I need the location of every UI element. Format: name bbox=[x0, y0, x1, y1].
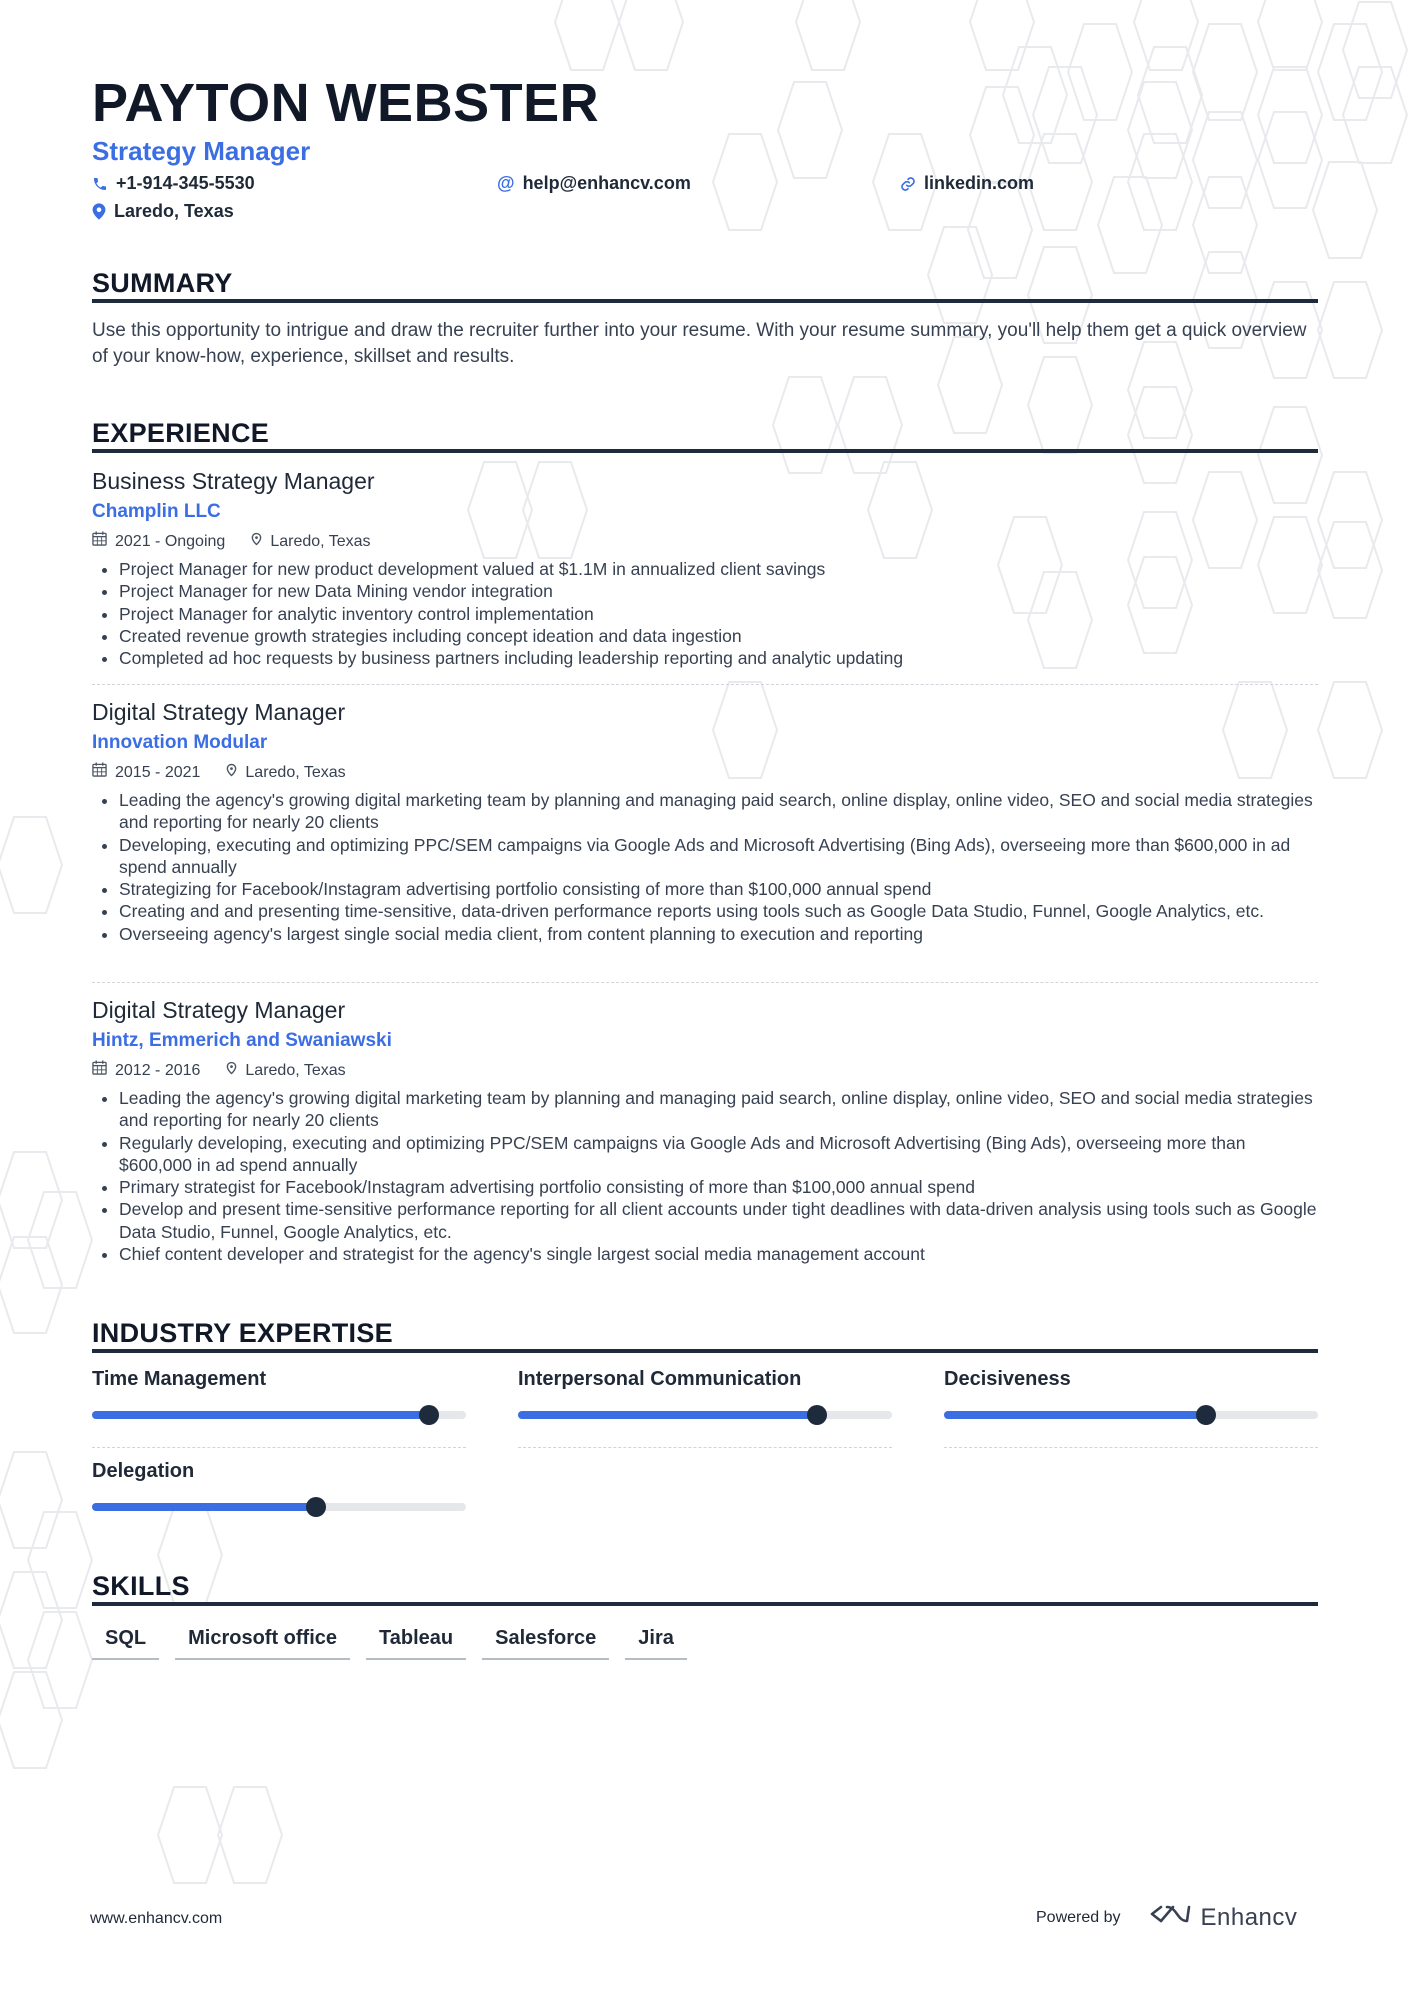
location-pin-icon bbox=[226, 1061, 237, 1081]
hexagon-shape bbox=[0, 817, 62, 913]
skill-tag: SQL bbox=[92, 1627, 159, 1660]
job-entry bbox=[92, 466, 1318, 669]
skills-list bbox=[92, 1627, 687, 1660]
hexagon-shape bbox=[1028, 357, 1092, 453]
list-item: • Overseeing agency's largest single social media client, from content planning to execution and reporting bbox=[119, 923, 1318, 945]
job-dates: 2015 - 2021 bbox=[115, 763, 201, 781]
expertise-item bbox=[92, 1460, 466, 1511]
level-knob bbox=[1196, 1405, 1216, 1425]
candidate-title: Strategy Manager bbox=[92, 136, 311, 166]
job-company[interactable]: Hintz, Emmerich and Swaniawski bbox=[92, 1030, 392, 1051]
level-fill bbox=[92, 1411, 429, 1419]
calendar-icon bbox=[92, 762, 107, 783]
list-item: • Creating and and presenting time-sensitive, data-driven performance reports using tools such as Google Data Studio, Funnel, Google Analytics, etc. bbox=[119, 900, 1318, 922]
at-icon: @ bbox=[497, 173, 515, 193]
expertise-label: Decisiveness bbox=[944, 1368, 1071, 1390]
experience-heading: EXPERIENCE bbox=[92, 418, 270, 448]
hexagon-shape bbox=[796, 0, 860, 70]
email-text: help@enhancv.com bbox=[522, 173, 691, 193]
job-entry bbox=[92, 697, 1318, 945]
level-fill bbox=[92, 1503, 316, 1511]
expertise-rule bbox=[92, 1349, 1318, 1353]
candidate-name: PAYTON WEBSTER bbox=[92, 73, 600, 133]
job-role: Business Strategy Manager bbox=[92, 468, 375, 494]
contact-location bbox=[92, 201, 234, 222]
skill-tag: Tableau bbox=[366, 1627, 466, 1660]
job-role: Digital Strategy Manager bbox=[92, 699, 346, 725]
experience-rule bbox=[92, 449, 1318, 453]
summary-heading: SUMMARY bbox=[92, 268, 233, 298]
calendar-icon bbox=[92, 1060, 107, 1081]
phone-icon bbox=[92, 176, 108, 192]
hexagon-shape bbox=[1318, 522, 1382, 618]
level-fill bbox=[518, 1411, 817, 1419]
list-item: • Regularly developing, executing and optimizing PPC/SEM campaigns via Google Ads and Microsoft Advertising (Bing Ads), overseeing more than $600,000 in ad spend annually bbox=[119, 1132, 1318, 1177]
location-pin-icon bbox=[92, 203, 106, 220]
expertise-item bbox=[92, 1368, 466, 1448]
hexagon-shape bbox=[970, 87, 1034, 183]
skill-tag: Microsoft office bbox=[175, 1627, 350, 1660]
expertise-level-bar bbox=[92, 1503, 466, 1511]
expertise-divider bbox=[92, 1447, 466, 1448]
hexagon-shape bbox=[0, 1672, 62, 1768]
job-divider bbox=[92, 684, 1318, 685]
job-entry bbox=[92, 995, 1318, 1265]
hexagon-shape bbox=[1318, 472, 1382, 568]
hexagon-shape bbox=[1318, 282, 1382, 378]
skills-rule bbox=[92, 1602, 1318, 1606]
expertise-divider bbox=[944, 1447, 1318, 1448]
contact-linkedin[interactable] bbox=[900, 173, 1034, 194]
hexagon-shape bbox=[1193, 24, 1257, 120]
list-item: • Primary strategist for Facebook/Instagram advertising portfolio consisting of more than $100,000 annual spend bbox=[119, 1176, 1318, 1198]
hexagon-shape bbox=[1033, 67, 1097, 163]
list-item: • Created revenue growth strategies including concept ideation and data ingestion bbox=[119, 625, 1318, 647]
skill-tag: Jira bbox=[625, 1627, 687, 1660]
expertise-label: Delegation bbox=[92, 1460, 195, 1482]
expertise-level-bar bbox=[518, 1411, 892, 1419]
hexagon-shape bbox=[1003, 47, 1067, 143]
hexagon-shape bbox=[1134, 0, 1198, 70]
job-location: Laredo, Texas bbox=[245, 1061, 346, 1079]
level-knob bbox=[419, 1405, 439, 1425]
location-pin-icon bbox=[251, 532, 262, 552]
hexagon-shape bbox=[1318, 682, 1382, 778]
job-company[interactable]: Champlin LLC bbox=[92, 501, 221, 522]
level-knob bbox=[807, 1405, 827, 1425]
contact-email[interactable] bbox=[497, 173, 691, 194]
powered-by-label: Powered by bbox=[1036, 1908, 1121, 1926]
hexagon-shape bbox=[970, 0, 1034, 70]
brand-name: Enhancv bbox=[1200, 1903, 1298, 1931]
hexagon-shape bbox=[1313, 162, 1377, 258]
job-divider bbox=[92, 982, 1318, 983]
brand-logo[interactable] bbox=[1147, 1903, 1298, 1932]
summary-rule bbox=[92, 299, 1318, 303]
list-item: • Leading the agency's growing digital marketing team by planning and managing paid search, online display, online video, SEO and social media strategies and reporting for nearly 20 clients bbox=[119, 1087, 1318, 1132]
list-item: • Project Manager for new Data Mining vendor integration bbox=[119, 580, 1318, 602]
hexagon-shape bbox=[1028, 134, 1092, 230]
hexagon-shape bbox=[218, 1787, 282, 1883]
job-role: Digital Strategy Manager bbox=[92, 997, 346, 1023]
hexagon-shape bbox=[1128, 134, 1192, 230]
hexagon-shape bbox=[1258, 67, 1322, 163]
expertise-divider bbox=[518, 1447, 892, 1448]
footer-website-link[interactable]: www.enhancv.com bbox=[90, 1910, 223, 1927]
expertise-level-bar bbox=[944, 1411, 1318, 1419]
job-location: Laredo, Texas bbox=[270, 532, 371, 550]
list-item: • Completed ad hoc requests by business partners including leadership reporting and analytic updating bbox=[119, 647, 1318, 669]
linkedin-text: linkedin.com bbox=[924, 173, 1035, 193]
hexagon-shape bbox=[555, 0, 619, 70]
job-dates: 2021 - Ongoing bbox=[115, 532, 226, 550]
expertise-label: Time Management bbox=[92, 1368, 267, 1390]
list-item: • Leading the agency's growing digital marketing team by planning and managing paid search, online display, online video, SEO and social media strategies and reporting for nearly 20 clients bbox=[119, 789, 1318, 834]
calendar-icon bbox=[92, 531, 107, 552]
hexagon-shape bbox=[1258, 0, 1322, 70]
list-item: • Project Manager for new product development valued at $1.1M in annualized client savings bbox=[119, 558, 1318, 580]
job-dates: 2012 - 2016 bbox=[115, 1061, 201, 1079]
job-bullets bbox=[92, 1087, 1318, 1265]
expertise-heading: INDUSTRY EXPERTISE bbox=[92, 1318, 393, 1348]
footer-branding bbox=[1036, 1903, 1297, 1932]
level-fill bbox=[944, 1411, 1206, 1419]
job-location: Laredo, Texas bbox=[245, 763, 346, 781]
hexagon-shape bbox=[838, 377, 902, 473]
hexagon-shape bbox=[28, 1512, 92, 1608]
hexagon-shape bbox=[713, 134, 777, 230]
location-text: Laredo, Texas bbox=[114, 201, 234, 221]
job-bullets bbox=[92, 558, 1318, 669]
phone-text: +1-914-345-5530 bbox=[116, 173, 255, 193]
list-item: • Project Manager for analytic inventory control implementation bbox=[119, 603, 1318, 625]
enhancv-logo-icon bbox=[1147, 1903, 1193, 1932]
summary-text: Use this opportunity to intrigue and draw the recruiter further into your resume. With your resume summary, you'll help them get a quick overview of your know-how, experience, skillset and results. bbox=[92, 320, 1307, 367]
hexagon-shape bbox=[1258, 112, 1322, 208]
hexagon-shape bbox=[1068, 24, 1132, 120]
expertise-label: Interpersonal Communication bbox=[518, 1368, 802, 1390]
skills-heading: SKILLS bbox=[92, 1571, 190, 1601]
list-item: • Developing, executing and optimizing PPC/SEM campaigns via Google Ads and Microsoft Advertising (Bing Ads), overseeing more than $600,000 in ad spend annually bbox=[119, 834, 1318, 879]
location-pin-icon bbox=[226, 763, 237, 783]
expertise-item bbox=[944, 1368, 1318, 1448]
skill-tag: Salesforce bbox=[482, 1627, 609, 1660]
list-item: • Strategizing for Facebook/Instagram advertising portfolio consisting of more than $100,000 annual spend bbox=[119, 878, 1318, 900]
expertise-item bbox=[518, 1368, 892, 1448]
hexagon-shape bbox=[0, 1452, 62, 1548]
hexagon-shape bbox=[773, 377, 837, 473]
job-bullets bbox=[92, 789, 1318, 945]
hexagon-shape bbox=[778, 82, 842, 178]
hexagon-shape bbox=[1098, 177, 1162, 273]
expertise-level-bar bbox=[92, 1411, 466, 1419]
link-icon bbox=[900, 176, 916, 192]
list-item: • Develop and present time-sensitive performance reporting for all client accounts under tight deadlines with data-driven analysis using tools such as Google Data Studio, Funnel, Google Analytics, etc. bbox=[119, 1198, 1318, 1243]
contact-phone[interactable] bbox=[92, 173, 255, 194]
list-item: • Chief content developer and strategist for the agency's single largest social media management account bbox=[119, 1243, 1318, 1265]
job-company[interactable]: Innovation Modular bbox=[92, 732, 268, 753]
hexagon-shape bbox=[158, 1787, 222, 1883]
hexagon-shape bbox=[619, 0, 683, 70]
